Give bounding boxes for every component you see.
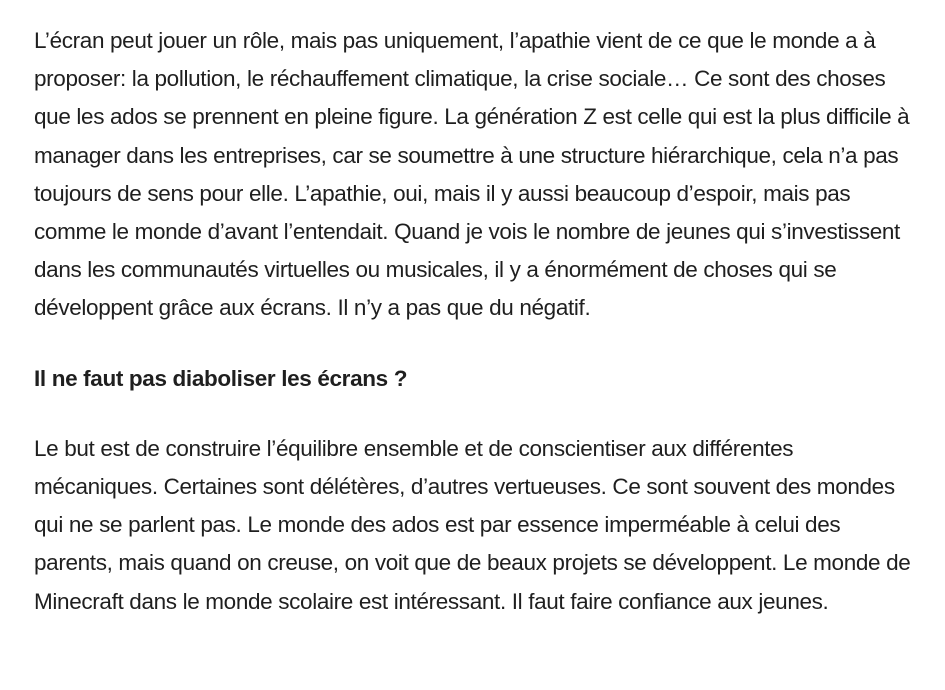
question-heading: Il ne faut pas diaboliser les écrans ? [34,365,408,391]
article-paragraph: L’écran peut jouer un rôle, mais pas uniquement, l’apathie vient de ce que le monde a à proposer: la pollution, le réchauffement climatique, la crise sociale… Ce sont des choses que les ados se prennent en pleine figure. La génération Z est celle qui est la plus difficile à manager dans les entreprises, car se soumettre à une structure hiérarchique, cela n’a pas toujours de sens pour elle. L’apathie, oui, mais il y aussi beaucoup d’espoir, mais pas comme le monde d’avant l’entendait. Quand je vois le nombre de jeunes qui s’investissent dans les communautés virtuelles ou musicales, il y a énormément de choses qui se développent grâce aux écrans. Il n’y a pas que du négatif. [34,28,910,321]
article-body [34,22,914,621]
article-paragraph: Le but est de construire l’équilibre ensemble et de conscientiser aux différentes mécaniques. Certaines sont délétères, d’autres vertueuses. Ce sont souvent des mondes qui ne se parlent pas. Le monde des ados est par essence imperméable à celui des parents, mais quand on creuse, on voit que de beaux projets se développent. Le monde de Minecraft dans le monde scolaire est intéressant. Il faut faire confiance aux jeunes. [34,435,911,614]
